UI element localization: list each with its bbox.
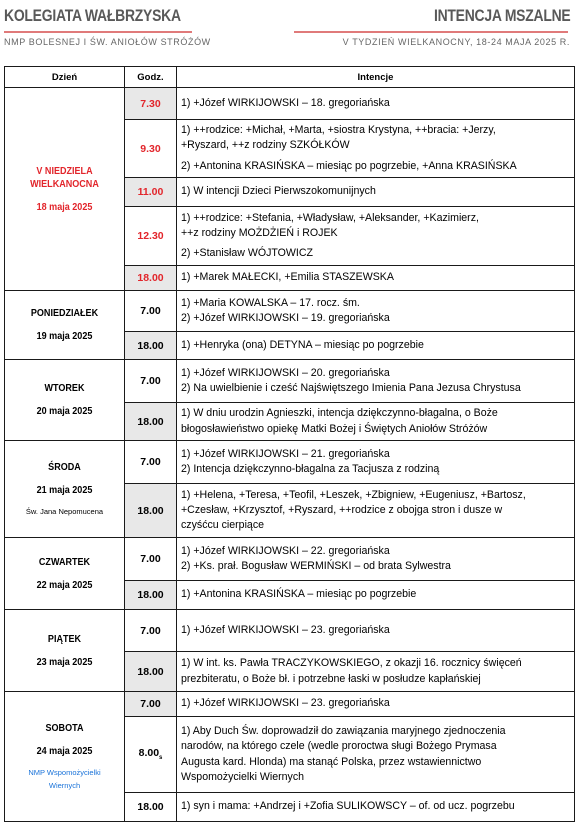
- day-name-line: WIELKANOCNA: [30, 177, 99, 190]
- mass-time-value: 18.00: [137, 504, 164, 517]
- title-underline-right: [294, 31, 568, 33]
- intention-line: 1) +Józef WIRKIJOWSKI – 20. gregoriańska: [181, 366, 390, 379]
- intention-line: 1) +Józef WIRKIJOWSKI – 21. gregoriańska: [181, 447, 390, 460]
- mass-intention: [177, 403, 575, 441]
- mass-intention: [177, 717, 575, 793]
- day-date: 19 maja 2025: [36, 330, 93, 342]
- mass-intention: [177, 484, 575, 538]
- intention-line: +Ryszard, ++z rodziny SZKÓŁKÓW: [181, 139, 350, 152]
- intention-line: ++z rodziny MOŻDŻIEŃ i ROJEK: [181, 226, 338, 239]
- mass-time-value: 18.00: [137, 801, 164, 813]
- intention-line: błogosławieństwo opiekę Matki Bożej i Świętych Aniołów Stróżów: [181, 422, 488, 435]
- day-date: 18 maja 2025: [36, 200, 93, 213]
- intention-line: 1) +Antonina KRASIŃSKA – miesiąc po pogrzebie: [181, 588, 417, 601]
- mass-time: [125, 360, 177, 403]
- mass-time-value: 7.00: [140, 375, 161, 387]
- table-row: [5, 610, 575, 652]
- day-name: CZWARTEK: [38, 555, 91, 568]
- day-date: 20 maja 2025: [36, 405, 93, 417]
- mass-intention: [177, 441, 575, 484]
- mass-time: [125, 291, 177, 332]
- mass-time: [125, 692, 177, 717]
- document-title: INTENCJA MSZALNE: [433, 6, 570, 25]
- day-name: SOBOTA: [45, 721, 84, 734]
- day-name: ŚRODA: [48, 460, 81, 473]
- intention-line: 1) ++rodzice: +Michał, +Marta, +siostra Krystyna, ++bracia: +Jerzy,: [181, 124, 496, 137]
- mass-intention: [177, 652, 575, 692]
- intention-line: 1) +Marek MAŁECKI, +Emilia STASZEWSKA: [181, 271, 394, 284]
- day-date: 23 maja 2025: [36, 655, 93, 668]
- day-cell: [5, 360, 125, 441]
- day-name: PIĄTEK: [47, 632, 82, 645]
- intention-line: czyśćcu cierpiące: [181, 519, 265, 532]
- column-header-hour: Godz.: [125, 67, 177, 88]
- intention-line: 1) W intencji Dzieci Pierwszokomunijnych: [181, 185, 376, 198]
- column-header-day: Dzień: [5, 67, 125, 88]
- table-row: [5, 441, 575, 484]
- mass-time: [125, 484, 177, 538]
- mass-intention: [177, 266, 575, 291]
- intention-line: 1) +Maria KOWALSKA – 17. rocz. śm.: [181, 296, 360, 309]
- mass-time: [125, 332, 177, 360]
- intention-line: 1) Aby Duch Św. doprowadził do zawiązania maryjnego zjednoczenia: [181, 725, 506, 738]
- intention-line: 1) ++rodzice: +Stefania, +Władysław, +Aleksander, +Kazimierz,: [181, 211, 479, 224]
- mass-intention: [177, 120, 575, 178]
- intention-line: Augusta kard. Hlonda) ma stanąć Polska, przez wstawiennictwo: [181, 755, 482, 768]
- day-name-line: V NIEDZIELA: [36, 164, 93, 177]
- mass-intention: [177, 610, 575, 652]
- page-header: [0, 0, 582, 66]
- intention-line: 2) Na uwielbienie i cześć Najświętszego Imienia Pana Jezusa Chrystusa: [181, 382, 521, 394]
- column-header-intentions: Intencje: [177, 67, 575, 88]
- intention-line: 2) +Antonina KRASIŃSKA – miesiąc po pogrzebie, +Anna KRASIŃSKA: [181, 159, 517, 172]
- table-row: [5, 538, 575, 581]
- parish-title: KOLEGIATA WAŁBRZYSKA: [4, 6, 181, 25]
- mass-time-value: 7.00: [140, 624, 161, 637]
- intention-line: 2) +Józef WIRKIJOWSKI – 19. gregoriańska: [181, 312, 390, 324]
- day-name: WTOREK: [44, 382, 85, 394]
- day-cell: [5, 538, 125, 610]
- mass-intention: [177, 291, 575, 332]
- intention-line: Wspomożycielki Wiernych: [181, 770, 305, 783]
- mass-intention: [177, 692, 575, 717]
- week-subtitle: V TYDZIEŃ WIELKANOCNY, 18-24 MAJA 2025 R.: [342, 37, 570, 47]
- parish-subtitle: NMP BOLESNEJ I ŚW. ANIOŁÓW STRÓŻÓW: [4, 37, 211, 47]
- day-name: [13, 165, 115, 191]
- day-cell: [5, 88, 125, 291]
- day-date: 22 maja 2025: [36, 578, 93, 591]
- day-cell: [5, 441, 125, 538]
- mass-time: [125, 266, 177, 291]
- title-underline-left: [4, 31, 192, 33]
- mass-time: [125, 207, 177, 266]
- mass-time: [125, 538, 177, 581]
- intention-line: 1) +Henryka (ona) DETYNA – miesiąc po pogrzebie: [181, 338, 424, 351]
- mass-time-value: 7.00: [140, 305, 161, 317]
- mass-time-value: 18.00: [137, 589, 164, 601]
- mass-intention: [177, 207, 575, 266]
- mass-time-value: 12.30: [137, 230, 164, 242]
- mass-intention: [177, 88, 575, 120]
- mass-time: [125, 652, 177, 692]
- mass-time-value: 7.00: [140, 553, 161, 565]
- mass-time: [125, 120, 177, 178]
- mass-time-value: 18.00: [137, 415, 164, 428]
- table-header-row: [5, 67, 575, 88]
- intention-line: 1) +Józef WIRKIJOWSKI – 23. gregoriańska: [181, 623, 390, 636]
- intention-line: 1) W int. ks. Pawła TRACZYKOWSKIEGO, z okazji 16. rocznicy święceń: [181, 657, 522, 670]
- mass-time: [125, 441, 177, 484]
- mass-time: [125, 610, 177, 652]
- table-row: [5, 360, 575, 403]
- day-cell: [5, 291, 125, 360]
- intention-line: prezbiteratu, o Boże bł. i potrzebne łaski w posłudze kapłańskiej: [181, 672, 481, 685]
- mass-time-value: 7.00: [140, 456, 161, 468]
- intention-line: 1) +Józef WIRKIJOWSKI – 18. gregoriańska: [181, 96, 390, 109]
- day-date: 21 maja 2025: [36, 483, 93, 496]
- intention-line: 1) +Helena, +Teresa, +Teofil, +Leszek, +Zbigniew, +Eugeniusz, +Bartosz,: [181, 488, 526, 501]
- mass-time-value: 8.00: [138, 747, 160, 760]
- mass-time-value: 9.30: [140, 142, 161, 155]
- intention-line: narodów, na którego czele (wedle proroctwa sługi Bożego Prymasa: [181, 740, 497, 753]
- mass-time: [125, 403, 177, 441]
- mass-time-value: 11.00: [137, 186, 164, 198]
- mass-time-value: 18.00: [137, 339, 164, 352]
- mass-time-value: 7.00: [140, 698, 161, 710]
- day-date: 24 maja 2025: [36, 744, 93, 757]
- mass-intention: [177, 360, 575, 403]
- intention-line: 2) +Ks. prał. Bogusław WERMIŃSKI – od brata Sylwestra: [181, 560, 451, 572]
- day-feast-note: [5, 766, 124, 792]
- mass-time-value: 18.00: [137, 665, 164, 678]
- mass-time: [125, 793, 177, 822]
- intention-line: 1) W dniu urodzin Agnieszki, intencja dziękczynno-błagalna, o Boże: [181, 407, 498, 420]
- intention-line: 1) +Józef WIRKIJOWSKI – 23. gregoriańska: [181, 697, 390, 710]
- feast-note-line: NMP Wspomożycielki: [28, 767, 101, 777]
- mass-time: [125, 88, 177, 120]
- intention-line: 1) +Józef WIRKIJOWSKI – 22. gregoriańska: [181, 544, 390, 557]
- feast-note-line: Wiernych: [48, 780, 81, 790]
- day-cell: [5, 610, 125, 692]
- intention-line: 1) syn i mama: +Andrzej i +Zofia SULIKOWSCY – of. od ucz. pogrzebu: [181, 800, 515, 813]
- day-feast-note: Św. Jana Nepomucena: [25, 506, 104, 516]
- mass-intention: [177, 581, 575, 610]
- mass-intentions-table: [4, 66, 575, 822]
- intention-line: +Czesław, +Krzysztof, +Ryszard, ++rodzice z obojga stron i dusze w: [181, 503, 503, 516]
- mass-time-value: 7.30: [140, 97, 161, 110]
- mass-time-suffix: s: [159, 755, 163, 762]
- day-cell: [5, 692, 125, 822]
- table-row: [5, 291, 575, 332]
- intention-line: 2) +Stanisław WÓJTOWICZ: [181, 247, 313, 260]
- mass-intention: [177, 793, 575, 822]
- table-row: [5, 692, 575, 717]
- mass-time: [125, 178, 177, 207]
- table-row: [5, 88, 575, 120]
- table-body: [5, 88, 575, 822]
- mass-intention: [177, 178, 575, 207]
- intention-line: 2) Intencja dziękczynno-błagalna za Tacjusza z rodziną: [181, 463, 440, 475]
- mass-intention: [177, 538, 575, 581]
- day-name: PONIEDZIAŁEK: [30, 307, 99, 319]
- mass-time: [125, 717, 177, 793]
- mass-time-value: 18.00: [137, 272, 164, 284]
- mass-intention: [177, 332, 575, 360]
- mass-time: [125, 581, 177, 610]
